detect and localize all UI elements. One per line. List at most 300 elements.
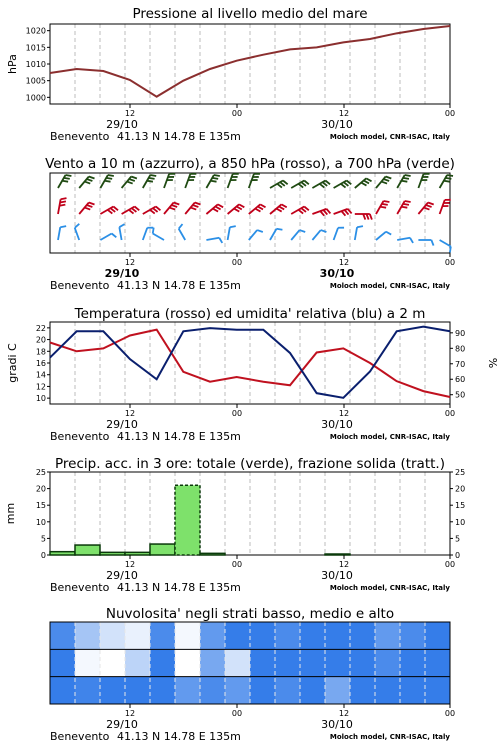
x-tick-label: 00 bbox=[231, 560, 243, 569]
barb-feather bbox=[381, 182, 387, 184]
y-tick-label: 20 bbox=[35, 484, 46, 494]
x-tick-label: 00 bbox=[444, 560, 456, 569]
barb-feather bbox=[279, 206, 284, 209]
panel-2 bbox=[45, 156, 455, 292]
wind-barb bbox=[249, 230, 263, 240]
barb-feather bbox=[426, 205, 432, 207]
credit-label: Moloch model, CNR-ISAC, Italy bbox=[329, 282, 450, 290]
y-tick-label-right: 5 bbox=[455, 534, 461, 544]
barb-feather bbox=[61, 198, 67, 199]
panel-title: Nuvolosita' negli strati basso, medio e alto bbox=[105, 606, 395, 622]
barb-feather bbox=[87, 205, 93, 207]
cloud-cell bbox=[175, 649, 200, 677]
panel-3 bbox=[6, 306, 499, 443]
precip-bar bbox=[175, 485, 200, 555]
cloud-cell bbox=[400, 622, 425, 650]
barb-feather bbox=[215, 206, 220, 209]
y-tick-label-right: 15 bbox=[455, 501, 466, 511]
barb-feather bbox=[255, 209, 260, 212]
barb-feather bbox=[386, 177, 392, 179]
coords-label: 41.13 N 14.78 E 135m bbox=[117, 130, 241, 143]
barb-feather bbox=[382, 204, 388, 205]
wind-barb bbox=[206, 175, 219, 188]
y-tick-label: 5 bbox=[40, 534, 46, 544]
wind-barb bbox=[143, 207, 161, 215]
barb-feather bbox=[298, 184, 303, 188]
wind-barb bbox=[376, 177, 391, 188]
barb-feather bbox=[428, 203, 434, 205]
barb-feather bbox=[257, 230, 263, 232]
wind-barb bbox=[440, 200, 451, 214]
location-label: Benevento bbox=[50, 130, 110, 143]
barb-shaft bbox=[355, 178, 366, 188]
cloud-cell bbox=[225, 649, 250, 677]
x-tick-label: 00 bbox=[231, 709, 243, 718]
barb-feather bbox=[87, 179, 93, 181]
cloud-cell bbox=[375, 649, 400, 677]
barb-feather bbox=[150, 210, 155, 214]
y-tick-label: 15 bbox=[35, 501, 46, 511]
wind-barb bbox=[153, 228, 164, 240]
cloud-cell bbox=[350, 622, 375, 650]
location-label: Benevento bbox=[50, 730, 110, 743]
y-tick-label-right: 80 bbox=[455, 344, 466, 354]
plot-frame bbox=[50, 322, 450, 404]
cloud-cell bbox=[200, 677, 225, 705]
barb-feather bbox=[401, 207, 407, 208]
barb-feather bbox=[218, 204, 223, 207]
x-tick-label: 00 bbox=[444, 409, 456, 418]
date-label: 29/10 bbox=[106, 718, 138, 731]
barb-feather bbox=[277, 229, 283, 230]
wind-barb bbox=[58, 226, 66, 240]
barb-shaft bbox=[270, 204, 281, 214]
y-tick-label: 12 bbox=[35, 382, 46, 392]
cloud-cell bbox=[425, 622, 450, 650]
date-label: 29/10 bbox=[106, 569, 138, 582]
cloud-cell bbox=[125, 622, 150, 650]
barb-feather bbox=[386, 232, 391, 235]
wind-barb bbox=[164, 174, 175, 188]
barb-feather bbox=[281, 204, 286, 207]
wind-barb bbox=[228, 174, 239, 188]
cloud-cell bbox=[350, 677, 375, 705]
date-label: 29/10 bbox=[106, 118, 138, 131]
date-label: 29/10 bbox=[106, 418, 138, 431]
x-tick-label: 12 bbox=[338, 709, 350, 718]
cloud-cell bbox=[150, 622, 175, 650]
cloud-cell bbox=[150, 649, 175, 677]
wind-barb bbox=[291, 230, 305, 240]
date-label: 30/10 bbox=[321, 718, 353, 731]
location-label: Benevento bbox=[50, 430, 110, 443]
cloud-cell bbox=[350, 649, 375, 677]
barb-feather bbox=[60, 226, 66, 227]
barb-shaft bbox=[291, 230, 299, 240]
cloud-cell bbox=[225, 677, 250, 705]
barb-feather bbox=[62, 181, 68, 182]
panel-5 bbox=[50, 606, 455, 743]
barb-shaft bbox=[397, 238, 410, 240]
wind-barb bbox=[397, 201, 410, 214]
y-tick-label-right: 50 bbox=[455, 390, 466, 400]
y-tick-label: 18 bbox=[35, 347, 46, 357]
y-tick-label: 0 bbox=[40, 551, 46, 560]
wind-barb bbox=[376, 201, 389, 214]
cloud-cell bbox=[125, 649, 150, 677]
barb-feather bbox=[153, 208, 158, 212]
x-tick-label: 00 bbox=[231, 258, 243, 267]
barb-feather bbox=[60, 201, 66, 202]
panel-title: Pressione al livello medio del mare bbox=[132, 6, 368, 22]
barb-shaft bbox=[228, 227, 230, 240]
y-tick-label-right: 70 bbox=[455, 359, 466, 369]
y-tick-label: 1015 bbox=[25, 43, 46, 53]
barb-feather bbox=[384, 179, 390, 181]
wind-barb bbox=[228, 226, 236, 240]
date-label: 30/10 bbox=[319, 267, 355, 280]
plot-frame bbox=[50, 24, 450, 104]
barb-feather bbox=[403, 178, 409, 179]
barb-feather bbox=[89, 203, 95, 205]
barb-feather bbox=[357, 226, 363, 227]
barb-feather bbox=[347, 181, 352, 185]
barb-feather bbox=[129, 210, 134, 214]
barb-feather bbox=[214, 175, 220, 176]
credit-label: Moloch model, CNR-ISAC, Italy bbox=[329, 733, 450, 741]
wind-barb bbox=[228, 204, 245, 214]
wind-barb bbox=[179, 224, 186, 240]
precip-bar bbox=[150, 544, 175, 555]
x-tick-label: 12 bbox=[124, 258, 136, 267]
date-label: 30/10 bbox=[321, 569, 353, 582]
wind-barb bbox=[397, 175, 410, 188]
barb-shaft bbox=[355, 227, 357, 240]
y-tick-label: 10 bbox=[35, 517, 46, 527]
wind-barb bbox=[334, 228, 344, 240]
cloud-cell bbox=[250, 649, 275, 677]
barb-feather bbox=[174, 203, 180, 205]
wind-barb bbox=[418, 174, 429, 188]
panel-title: Precip. acc. in 3 ore: totale (verde), frazione solida (tratt.) bbox=[55, 456, 445, 472]
wind-barb bbox=[355, 214, 372, 220]
cloud-cell bbox=[250, 677, 275, 705]
wind-barb bbox=[206, 238, 222, 243]
wind-barb bbox=[249, 204, 266, 214]
barb-feather bbox=[326, 209, 330, 214]
barb-shaft bbox=[206, 204, 217, 214]
wind-barb bbox=[185, 174, 196, 188]
coords-label: 41.13 N 14.78 E 135m bbox=[117, 581, 241, 594]
wind-barb bbox=[58, 175, 71, 188]
cloud-cell bbox=[375, 677, 400, 705]
barb-feather bbox=[147, 181, 153, 182]
wind-barb bbox=[270, 204, 287, 214]
barb-feather bbox=[325, 181, 330, 185]
wind-barb bbox=[270, 181, 288, 189]
barb-shaft bbox=[153, 234, 164, 241]
barb-feather bbox=[280, 182, 285, 186]
y-axis-label: hPa bbox=[6, 54, 19, 74]
barb-feather bbox=[345, 210, 349, 215]
precip-bar bbox=[325, 554, 350, 555]
cloud-cell bbox=[400, 649, 425, 677]
cloud-cell bbox=[125, 677, 150, 705]
barb-feather bbox=[106, 178, 112, 179]
coords-label: 41.13 N 14.78 E 135m bbox=[117, 279, 241, 292]
date-label: 30/10 bbox=[321, 418, 353, 431]
barb-feather bbox=[380, 207, 386, 208]
precip-bar bbox=[100, 552, 125, 555]
wind-barb bbox=[58, 198, 66, 214]
cloud-cell bbox=[225, 622, 250, 650]
wind-barb bbox=[185, 203, 200, 214]
cloud-cell bbox=[175, 622, 200, 650]
wind-barb bbox=[100, 175, 113, 188]
barb-feather bbox=[239, 204, 244, 207]
barb-feather bbox=[193, 205, 199, 207]
x-tick-label: 00 bbox=[444, 109, 456, 118]
panel-title: Temperatura (rosso) ed umidita' relativa (blu) a 2 m bbox=[74, 306, 426, 322]
wind-barb bbox=[334, 181, 352, 189]
wind-barb bbox=[100, 234, 116, 241]
cloud-cell bbox=[375, 622, 400, 650]
y-tick-label: 22 bbox=[35, 323, 46, 333]
y-tick-label-right: 25 bbox=[455, 468, 466, 477]
cloud-cell bbox=[425, 677, 450, 705]
barb-feather bbox=[366, 178, 371, 181]
cloud-cell bbox=[200, 622, 225, 650]
cloud-cell bbox=[300, 649, 325, 677]
wind-barb bbox=[119, 224, 124, 240]
barb-feather bbox=[119, 224, 124, 227]
barb-feather bbox=[211, 181, 217, 182]
barb-feather bbox=[129, 179, 135, 181]
cloud-cell bbox=[50, 677, 75, 705]
barb-shaft bbox=[312, 230, 320, 240]
barb-feather bbox=[321, 230, 327, 232]
cloud-cell bbox=[75, 622, 100, 650]
barb-feather bbox=[150, 175, 156, 176]
barb-feather bbox=[341, 184, 346, 188]
credit-label: Moloch model, CNR-ISAC, Italy bbox=[329, 584, 450, 592]
barb-feather bbox=[384, 201, 390, 202]
wind-barb bbox=[122, 207, 140, 215]
barb-feather bbox=[364, 180, 369, 183]
barb-feather bbox=[304, 181, 309, 185]
barb-feather bbox=[179, 224, 183, 229]
barb-feather bbox=[447, 175, 453, 176]
wind-barb bbox=[79, 177, 94, 188]
cloud-cell bbox=[325, 677, 350, 705]
barb-feather bbox=[370, 214, 372, 220]
barb-shaft bbox=[100, 234, 111, 241]
barb-feather bbox=[234, 209, 239, 212]
y-tick-label: 25 bbox=[35, 468, 46, 477]
cloud-cell bbox=[100, 649, 125, 677]
date-label: 30/10 bbox=[321, 118, 353, 131]
y-tick-label: 10 bbox=[35, 394, 46, 404]
x-tick-label: 00 bbox=[231, 409, 243, 418]
cloud-cell bbox=[275, 649, 300, 677]
barb-feather bbox=[301, 208, 306, 212]
barb-feather bbox=[410, 238, 413, 243]
barb-feather bbox=[445, 178, 451, 179]
y-tick-label-right: 90 bbox=[455, 328, 466, 338]
wind-barb bbox=[334, 209, 352, 216]
x-tick-label: 12 bbox=[338, 109, 350, 118]
cloud-cell bbox=[75, 677, 100, 705]
barb-feather bbox=[85, 208, 91, 210]
y-tick-label: 16 bbox=[35, 359, 46, 368]
barb-feather bbox=[156, 207, 161, 211]
precip-bar bbox=[50, 552, 75, 555]
barb-feather bbox=[108, 175, 114, 176]
barb-shaft bbox=[270, 229, 277, 240]
precip-bar bbox=[125, 552, 150, 555]
cloud-cell bbox=[200, 649, 225, 677]
cloud-cell bbox=[275, 622, 300, 650]
barb-feather bbox=[304, 207, 309, 211]
barb-feather bbox=[431, 240, 433, 246]
cloud-cell bbox=[325, 622, 350, 650]
barb-shaft bbox=[206, 238, 219, 240]
barb-feather bbox=[85, 182, 91, 184]
barb-shaft bbox=[440, 240, 451, 247]
coords-label: 41.13 N 14.78 E 135m bbox=[117, 430, 241, 443]
wind-barb bbox=[418, 240, 433, 246]
barb-feather bbox=[212, 178, 218, 179]
date-label: 29/10 bbox=[104, 267, 140, 280]
precip-bar bbox=[75, 545, 100, 555]
barb-feather bbox=[127, 182, 133, 184]
barb-feather bbox=[450, 247, 451, 253]
x-tick-label: 12 bbox=[124, 709, 136, 718]
barb-feather bbox=[444, 181, 450, 182]
wind-barb bbox=[164, 203, 179, 214]
wind-barb bbox=[270, 229, 282, 240]
wind-barb bbox=[79, 203, 94, 214]
y-tick-label: 1005 bbox=[25, 76, 46, 86]
x-tick-label: 12 bbox=[338, 258, 350, 267]
barb-feather bbox=[344, 182, 349, 186]
barb-feather bbox=[66, 175, 72, 176]
barb-shaft bbox=[119, 227, 121, 240]
barb-feather bbox=[89, 177, 95, 179]
y-axis-label: mm bbox=[4, 502, 17, 525]
wind-barb bbox=[206, 204, 223, 214]
barb-feather bbox=[277, 184, 282, 188]
barb-feather bbox=[341, 211, 345, 216]
barb-feather bbox=[276, 209, 281, 212]
x-tick-label: 00 bbox=[444, 709, 456, 718]
wind-barb bbox=[355, 178, 372, 188]
barb-feather bbox=[405, 201, 411, 202]
panel-title: Vento a 10 m (azzurro), a 850 hPa (rosso), a 700 hPa (verde) bbox=[45, 156, 455, 172]
y-tick-label: 1020 bbox=[25, 26, 46, 36]
barb-feather bbox=[64, 178, 70, 179]
cloud-cell bbox=[325, 649, 350, 677]
cloud-cell bbox=[300, 677, 325, 705]
wind-barb bbox=[312, 209, 330, 216]
barb-feather bbox=[301, 182, 306, 186]
barb-feather bbox=[219, 238, 222, 243]
credit-label: Moloch model, CNR-ISAC, Italy bbox=[329, 133, 450, 141]
barb-shaft bbox=[249, 204, 260, 214]
cloud-cell bbox=[300, 622, 325, 650]
y-axis-label-right: % bbox=[486, 357, 499, 369]
barb-feather bbox=[403, 204, 409, 205]
barb-shaft bbox=[376, 232, 386, 240]
wind-barb bbox=[122, 177, 137, 188]
cloud-cell bbox=[100, 677, 125, 705]
y-tick-label-right: 10 bbox=[455, 517, 466, 527]
barb-feather bbox=[258, 206, 263, 209]
x-tick-label: 12 bbox=[338, 560, 350, 569]
cloud-cell bbox=[250, 622, 275, 650]
barb-feather bbox=[260, 204, 265, 207]
barb-feather bbox=[405, 175, 411, 176]
y-tick-label-right: 60 bbox=[455, 375, 466, 385]
y-tick-label: 14 bbox=[35, 370, 46, 380]
barb-shaft bbox=[58, 199, 61, 214]
barb-feather bbox=[237, 206, 242, 209]
barb-feather bbox=[153, 228, 154, 234]
barb-shaft bbox=[143, 228, 147, 240]
barb-shaft bbox=[58, 227, 60, 240]
cloud-cell bbox=[100, 622, 125, 650]
barb-feather bbox=[131, 177, 137, 179]
x-tick-label: 12 bbox=[124, 409, 136, 418]
barb-feather bbox=[283, 181, 288, 185]
barb-feather bbox=[320, 211, 324, 216]
cloud-cell bbox=[175, 677, 200, 705]
x-tick-label: 12 bbox=[124, 109, 136, 118]
barb-feather bbox=[320, 184, 325, 188]
barb-feather bbox=[191, 208, 197, 210]
y-tick-label-right: 0 bbox=[455, 551, 461, 560]
y-tick-label: 1000 bbox=[25, 93, 46, 103]
wind-barb bbox=[312, 230, 326, 240]
cloud-cell bbox=[275, 677, 300, 705]
wind-barb bbox=[440, 175, 453, 188]
barb-feather bbox=[132, 208, 137, 212]
panel-4 bbox=[4, 456, 465, 594]
barb-feather bbox=[298, 210, 303, 214]
y-tick-label-right: 20 bbox=[455, 484, 466, 494]
y-axis-label: gradi C bbox=[6, 343, 19, 383]
barb-feather bbox=[112, 234, 117, 238]
barb-feather bbox=[111, 208, 116, 212]
wind-barb bbox=[143, 228, 153, 240]
precip-bar bbox=[200, 553, 225, 555]
barb-feather bbox=[113, 207, 118, 211]
barb-feather bbox=[105, 181, 111, 182]
cloud-cell bbox=[425, 649, 450, 677]
barb-feather bbox=[59, 205, 65, 206]
barb-shaft bbox=[334, 228, 338, 240]
barb-feather bbox=[108, 210, 113, 214]
location-label: Benevento bbox=[50, 581, 110, 594]
barb-feather bbox=[361, 183, 366, 186]
location-label: Benevento bbox=[50, 279, 110, 292]
barb-shaft bbox=[228, 204, 239, 214]
barb-feather bbox=[213, 209, 218, 212]
wind-barb bbox=[291, 207, 309, 215]
cloud-cell bbox=[50, 622, 75, 650]
wind-barb bbox=[418, 203, 433, 214]
x-tick-label: 00 bbox=[444, 258, 456, 267]
